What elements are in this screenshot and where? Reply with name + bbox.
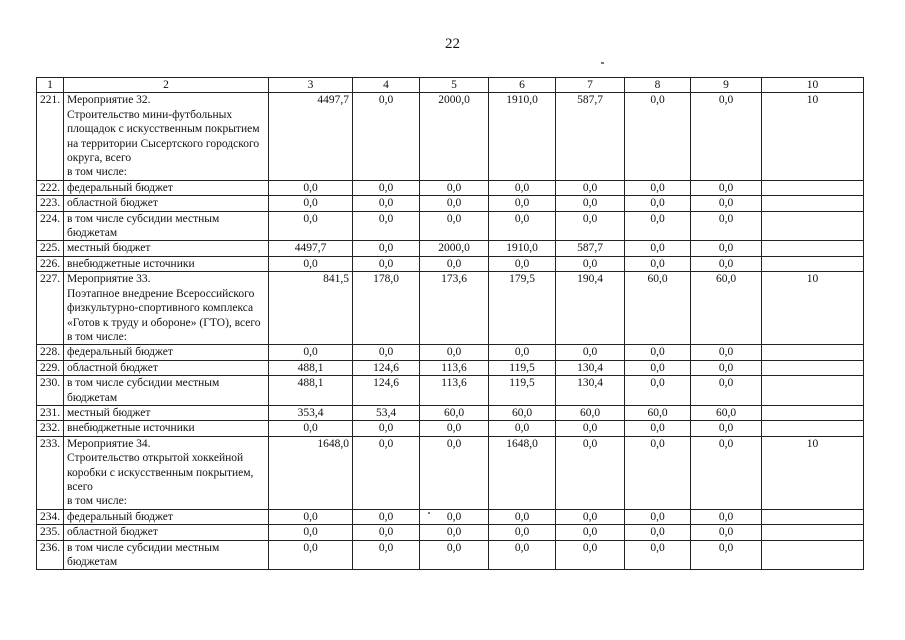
table-row bbox=[37, 405, 864, 420]
value-col-10 bbox=[762, 376, 864, 406]
value-col-5: 0,0 bbox=[420, 211, 489, 241]
value-col-8: 0,0 bbox=[625, 93, 691, 180]
value-col-6: 0,0 bbox=[489, 345, 556, 360]
row-name: местный бюджет bbox=[64, 405, 269, 420]
value-col-7: 0,0 bbox=[556, 540, 625, 570]
table-row bbox=[37, 196, 864, 211]
column-header-3: 3 bbox=[269, 78, 353, 93]
value-col-9: 0,0 bbox=[691, 376, 762, 406]
row-name: в том числе субсидии местным бюджетам bbox=[64, 211, 269, 241]
value-col-4: 178,0 bbox=[353, 272, 420, 345]
table-row bbox=[37, 180, 864, 195]
value-col-6: 0,0 bbox=[489, 180, 556, 195]
table-row bbox=[37, 241, 864, 256]
column-header-7: 7 bbox=[556, 78, 625, 93]
row-name: в том числе субсидии местным бюджетам bbox=[64, 540, 269, 570]
value-col-6: 0,0 bbox=[489, 525, 556, 540]
column-header-9: 9 bbox=[691, 78, 762, 93]
value-col-7: 587,7 bbox=[556, 93, 625, 180]
value-col-9: 0,0 bbox=[691, 509, 762, 524]
value-col-7: 130,4 bbox=[556, 360, 625, 375]
value-col-9: 0,0 bbox=[691, 540, 762, 570]
row-name: федеральный бюджет bbox=[64, 180, 269, 195]
row-number: 232. bbox=[37, 421, 64, 436]
value-col-6: 1648,0 bbox=[489, 436, 556, 509]
value-col-7: 130,4 bbox=[556, 376, 625, 406]
value-col-8: 0,0 bbox=[625, 345, 691, 360]
value-col-9: 0,0 bbox=[691, 256, 762, 271]
value-col-4: 0,0 bbox=[353, 345, 420, 360]
value-col-5: 60,0 bbox=[420, 405, 489, 420]
value-col-8: 0,0 bbox=[625, 525, 691, 540]
table-body bbox=[37, 93, 864, 570]
row-number: 235. bbox=[37, 525, 64, 540]
value-col-7: 0,0 bbox=[556, 525, 625, 540]
value-col-6: 0,0 bbox=[489, 509, 556, 524]
value-col-9: 0,0 bbox=[691, 525, 762, 540]
row-name: федеральный бюджет bbox=[64, 509, 269, 524]
value-col-3: 0,0 bbox=[269, 180, 353, 195]
value-col-3: 0,0 bbox=[269, 211, 353, 241]
value-col-5: 113,6 bbox=[420, 360, 489, 375]
row-name: федеральный бюджет bbox=[64, 345, 269, 360]
header-row bbox=[37, 78, 864, 93]
column-header-6: 6 bbox=[489, 78, 556, 93]
table-row bbox=[37, 525, 864, 540]
value-col-6: 1910,0 bbox=[489, 241, 556, 256]
value-col-7: 0,0 bbox=[556, 180, 625, 195]
table-row bbox=[37, 211, 864, 241]
value-col-4: 0,0 bbox=[353, 525, 420, 540]
value-col-7: 0,0 bbox=[556, 196, 625, 211]
value-col-6: 1910,0 bbox=[489, 93, 556, 180]
value-col-6: 0,0 bbox=[489, 196, 556, 211]
value-col-8: 0,0 bbox=[625, 421, 691, 436]
row-name: областной бюджет bbox=[64, 196, 269, 211]
value-col-7: 587,7 bbox=[556, 241, 625, 256]
row-number: 229. bbox=[37, 360, 64, 375]
value-col-5: 113,6 bbox=[420, 376, 489, 406]
row-number: 233. bbox=[37, 436, 64, 509]
row-number: 221. bbox=[37, 93, 64, 180]
value-col-8: 0,0 bbox=[625, 196, 691, 211]
table-row bbox=[37, 540, 864, 570]
row-name: внебюджетные источники bbox=[64, 256, 269, 271]
value-col-5: 0,0 bbox=[420, 180, 489, 195]
value-col-7: 0,0 bbox=[556, 421, 625, 436]
column-header-4: 4 bbox=[353, 78, 420, 93]
value-col-6: 0,0 bbox=[489, 256, 556, 271]
value-col-8: 0,0 bbox=[625, 211, 691, 241]
table-row bbox=[37, 345, 864, 360]
value-col-7: 0,0 bbox=[556, 509, 625, 524]
value-col-6: 0,0 bbox=[489, 421, 556, 436]
value-col-4: 124,6 bbox=[353, 376, 420, 406]
value-col-3: 353,4 bbox=[269, 405, 353, 420]
value-col-9: 0,0 bbox=[691, 180, 762, 195]
table-row bbox=[37, 421, 864, 436]
value-col-7: 0,0 bbox=[556, 345, 625, 360]
value-col-7: 190,4 bbox=[556, 272, 625, 345]
value-col-9: 0,0 bbox=[691, 211, 762, 241]
value-col-6: 119,5 bbox=[489, 376, 556, 406]
value-col-9: 60,0 bbox=[691, 405, 762, 420]
value-col-8: 60,0 bbox=[625, 272, 691, 345]
row-name: Мероприятие 34. Строительство открытой хоккейной коробки с искусственным покрытием, всего в том числе: bbox=[64, 436, 269, 509]
value-col-3: 0,0 bbox=[269, 196, 353, 211]
value-col-3: 4497,7 bbox=[269, 93, 353, 180]
table-row bbox=[37, 360, 864, 375]
value-col-5: 0,0 bbox=[420, 525, 489, 540]
value-col-7: 60,0 bbox=[556, 405, 625, 420]
value-col-8: 0,0 bbox=[625, 256, 691, 271]
value-col-5: 0,0 bbox=[420, 196, 489, 211]
value-col-6: 119,5 bbox=[489, 360, 556, 375]
table-row bbox=[37, 272, 864, 345]
row-name: местный бюджет bbox=[64, 241, 269, 256]
value-col-9: 0,0 bbox=[691, 360, 762, 375]
value-col-6: 60,0 bbox=[489, 405, 556, 420]
value-col-4: 0,0 bbox=[353, 93, 420, 180]
value-col-6: 179,5 bbox=[489, 272, 556, 345]
value-col-6: 0,0 bbox=[489, 540, 556, 570]
page-number: 22 bbox=[445, 36, 460, 52]
value-col-4: 0,0 bbox=[353, 241, 420, 256]
value-col-8: 0,0 bbox=[625, 540, 691, 570]
value-col-10: 10 bbox=[762, 436, 864, 509]
row-number: 234. bbox=[37, 509, 64, 524]
column-header-8: 8 bbox=[625, 78, 691, 93]
value-col-8: 0,0 bbox=[625, 376, 691, 406]
row-number: 228. bbox=[37, 345, 64, 360]
value-col-3: 0,0 bbox=[269, 525, 353, 540]
value-col-10 bbox=[762, 180, 864, 195]
value-col-10 bbox=[762, 405, 864, 420]
row-name: в том числе субсидии местным бюджетам bbox=[64, 376, 269, 406]
value-col-4: 0,0 bbox=[353, 196, 420, 211]
row-number: 224. bbox=[37, 211, 64, 241]
scan-speck bbox=[601, 62, 604, 64]
value-col-5: 0,0 bbox=[420, 256, 489, 271]
row-number: 225. bbox=[37, 241, 64, 256]
row-name: Мероприятие 32. Строительство мини-футбольных площадок с искусственным покрытием на территории Сысертского городского округа, всего в том числе: bbox=[64, 93, 269, 180]
value-col-3: 488,1 bbox=[269, 376, 353, 406]
value-col-7: 0,0 bbox=[556, 256, 625, 271]
value-col-5: 173,6 bbox=[420, 272, 489, 345]
value-col-10 bbox=[762, 241, 864, 256]
row-number: 231. bbox=[37, 405, 64, 420]
value-col-4: 0,0 bbox=[353, 421, 420, 436]
value-col-8: 0,0 bbox=[625, 180, 691, 195]
value-col-10 bbox=[762, 256, 864, 271]
table-row bbox=[37, 256, 864, 271]
value-col-7: 0,0 bbox=[556, 436, 625, 509]
value-col-5: 2000,0 bbox=[420, 241, 489, 256]
value-col-4: 124,6 bbox=[353, 360, 420, 375]
value-col-10 bbox=[762, 525, 864, 540]
row-number: 226. bbox=[37, 256, 64, 271]
column-header-1: 1 bbox=[37, 78, 64, 93]
value-col-3: 0,0 bbox=[269, 540, 353, 570]
row-number: 223. bbox=[37, 196, 64, 211]
value-col-6: 0,0 bbox=[489, 211, 556, 241]
value-col-3: 0,0 bbox=[269, 509, 353, 524]
value-col-9: 0,0 bbox=[691, 421, 762, 436]
value-col-10 bbox=[762, 196, 864, 211]
row-number: 230. bbox=[37, 376, 64, 406]
value-col-10 bbox=[762, 211, 864, 241]
value-col-8: 60,0 bbox=[625, 405, 691, 420]
value-col-9: 0,0 bbox=[691, 241, 762, 256]
column-header-2: 2 bbox=[64, 78, 269, 93]
value-col-3: 488,1 bbox=[269, 360, 353, 375]
value-col-10 bbox=[762, 540, 864, 570]
value-col-5: 0,0 bbox=[420, 540, 489, 570]
value-col-4: 0,0 bbox=[353, 509, 420, 524]
value-col-10: 10 bbox=[762, 93, 864, 180]
table-row bbox=[37, 436, 864, 509]
column-header-5: 5 bbox=[420, 78, 489, 93]
value-col-10: 10 bbox=[762, 272, 864, 345]
value-col-10 bbox=[762, 360, 864, 375]
column-header-10: 10 bbox=[762, 78, 864, 93]
value-col-3: 841,5 bbox=[269, 272, 353, 345]
value-col-5: 0,0 bbox=[420, 509, 489, 524]
value-col-5: 0,0 bbox=[420, 345, 489, 360]
value-col-4: 0,0 bbox=[353, 540, 420, 570]
row-number: 222. bbox=[37, 180, 64, 195]
row-number: 227. bbox=[37, 272, 64, 345]
value-col-10 bbox=[762, 421, 864, 436]
value-col-3: 0,0 bbox=[269, 421, 353, 436]
budget-table bbox=[36, 77, 864, 570]
value-col-7: 0,0 bbox=[556, 211, 625, 241]
table-row bbox=[37, 93, 864, 180]
value-col-3: 4497,7 bbox=[269, 241, 353, 256]
value-col-5: 0,0 bbox=[420, 421, 489, 436]
value-col-9: 0,0 bbox=[691, 93, 762, 180]
row-name: областной бюджет bbox=[64, 525, 269, 540]
value-col-5: 2000,0 bbox=[420, 93, 489, 180]
value-col-4: 0,0 bbox=[353, 436, 420, 509]
value-col-4: 53,4 bbox=[353, 405, 420, 420]
value-col-4: 0,0 bbox=[353, 180, 420, 195]
value-col-3: 0,0 bbox=[269, 256, 353, 271]
row-name: Мероприятие 33. Поэтапное внедрение Всероссийского физкультурно-спортивного комплекса «Готов к труду и обороне» (ГТО), всего в том числе: bbox=[64, 272, 269, 345]
value-col-8: 0,0 bbox=[625, 436, 691, 509]
value-col-8: 0,0 bbox=[625, 241, 691, 256]
value-col-9: 0,0 bbox=[691, 436, 762, 509]
value-col-9: 0,0 bbox=[691, 196, 762, 211]
table-row bbox=[37, 376, 864, 406]
row-name: внебюджетные источники bbox=[64, 421, 269, 436]
value-col-5: 0,0 bbox=[420, 436, 489, 509]
value-col-4: 0,0 bbox=[353, 211, 420, 241]
value-col-3: 0,0 bbox=[269, 345, 353, 360]
table-row bbox=[37, 509, 864, 524]
row-name: областной бюджет bbox=[64, 360, 269, 375]
value-col-10 bbox=[762, 509, 864, 524]
value-col-9: 60,0 bbox=[691, 272, 762, 345]
value-col-9: 0,0 bbox=[691, 345, 762, 360]
value-col-10 bbox=[762, 345, 864, 360]
value-col-8: 0,0 bbox=[625, 360, 691, 375]
value-col-4: 0,0 bbox=[353, 256, 420, 271]
row-number: 236. bbox=[37, 540, 64, 570]
value-col-3: 1648,0 bbox=[269, 436, 353, 509]
value-col-8: 0,0 bbox=[625, 509, 691, 524]
